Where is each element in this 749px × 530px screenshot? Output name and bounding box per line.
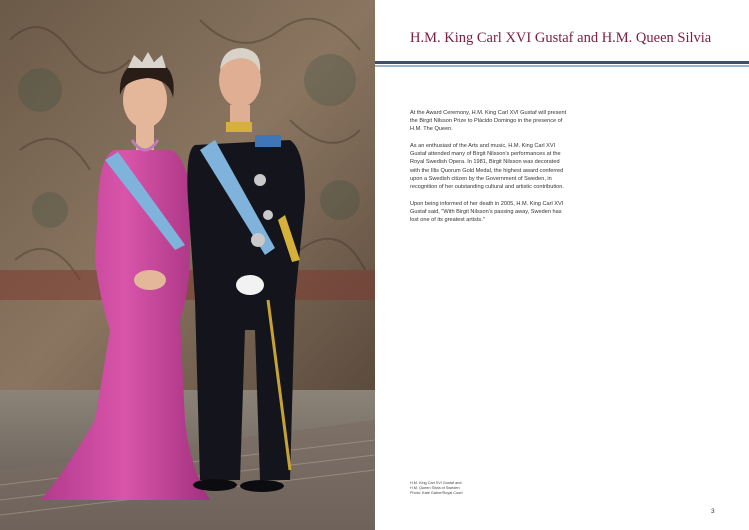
page-title: H.M. King Carl XVI Gustaf and H.M. Queen Silvia <box>410 30 712 46</box>
paragraph-1: At the Award Ceremony, H.M. King Carl XVI Gustaf will present the Birgit Nilsson Prize to Plácido Domingo in the presence of H.M. The Queen. <box>410 110 567 133</box>
text-page <box>375 0 749 530</box>
title-rule-light <box>375 65 749 67</box>
title-rule-dark <box>375 61 749 64</box>
photo-caption <box>410 481 530 496</box>
page-number: 3 <box>711 508 715 515</box>
paragraph-2: As an enthusiast of the Arts and music, H.M. King Carl XVI Gustaf attended many of Birgit Nilsson's performances at the Royal Swedish Opera. In 1981, Birgit Nilsson was decorated with the Illis Quorum Gold Medal, the highest award conferred upon a Swedish citizen by the Government of Sweden, in recognition of her outstanding cultural and artistic contribution. <box>410 143 564 190</box>
caption-line-3: Photo: Kate Gabor/Royal Court <box>410 491 463 495</box>
article-body <box>410 109 570 233</box>
paragraph-3: Upon being informed of her death in 2005, H.M. King Carl XVI Gustaf said, "With Birgit Nilsson's passing away, Sweden has lost one of its greatest artists." <box>410 200 564 224</box>
caption-line-2: H.M. Queen Silvia of Sweden <box>410 486 460 490</box>
caption-line-1: H.M. King Carl XVI Gustaf and <box>410 481 462 485</box>
